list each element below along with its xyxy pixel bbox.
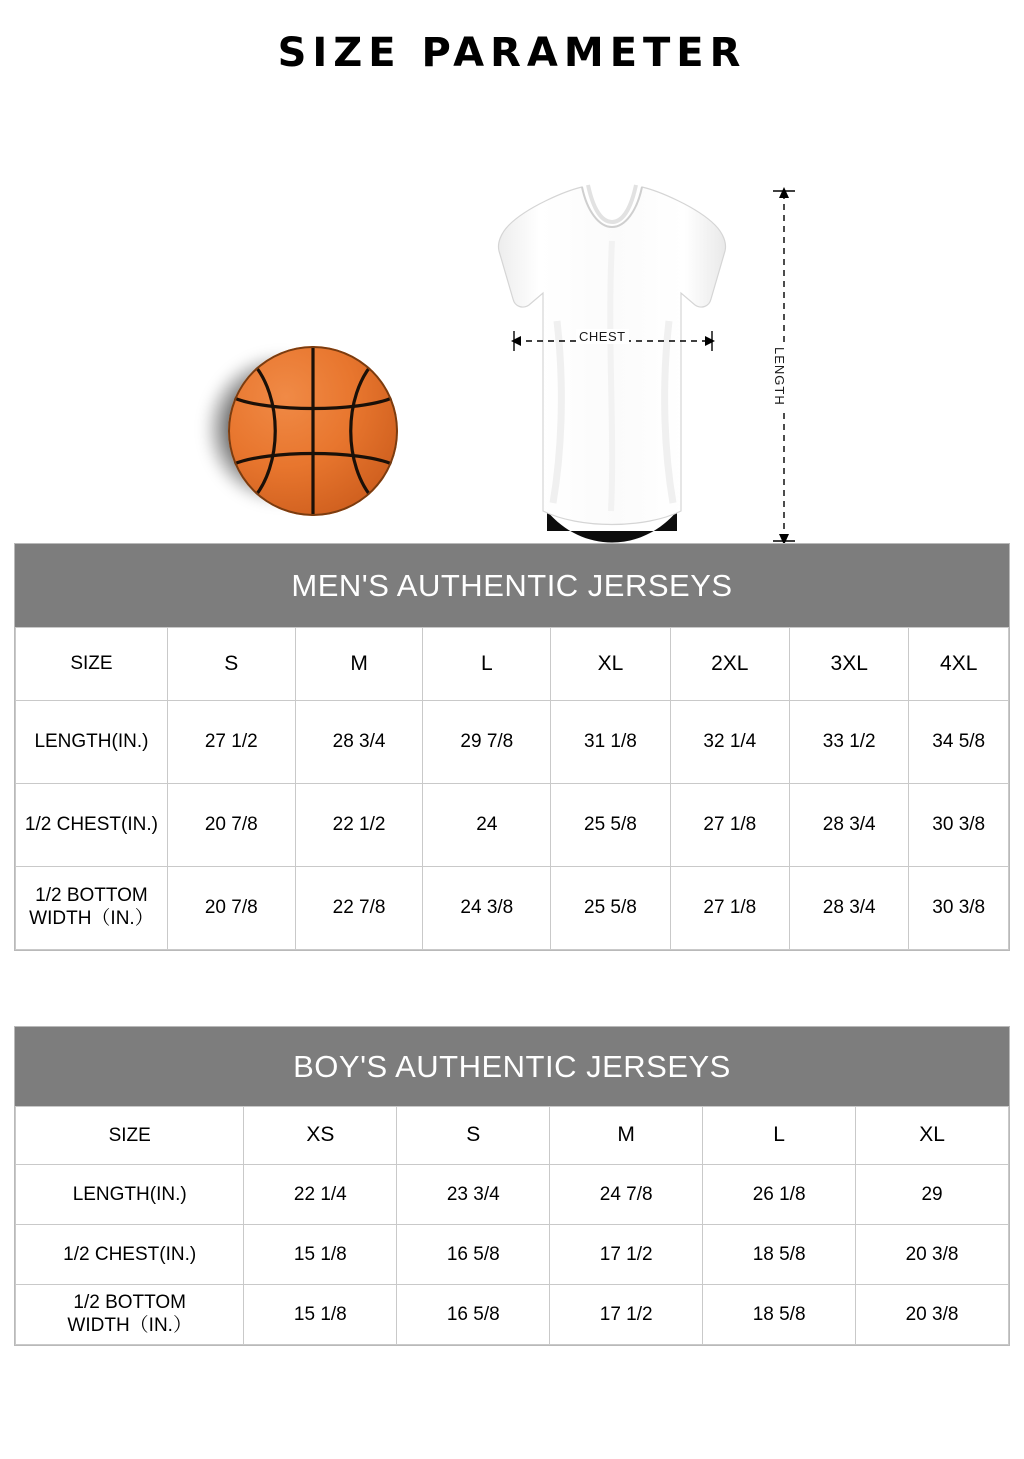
table-cell: 29 7/8 — [423, 701, 551, 784]
table-cell: 18 5/8 — [703, 1285, 856, 1345]
table-cell: 15 1/8 — [244, 1225, 397, 1285]
table-cell: 16 5/8 — [397, 1285, 550, 1345]
mens-size-table-block — [14, 543, 1010, 951]
table-cell: 25 5/8 — [551, 784, 670, 867]
boys-size-table-block — [14, 1026, 1010, 1346]
jersey-illustration — [487, 181, 737, 551]
row-label-line2: WIDTH（IN.） — [29, 908, 154, 929]
table-cell-header-m: M — [550, 1107, 703, 1165]
table-cell: 16 5/8 — [397, 1225, 550, 1285]
table-cell: 17 1/2 — [550, 1285, 703, 1345]
table-cell: 32 1/4 — [670, 701, 789, 784]
table-cell-header-2xl: 2XL — [670, 628, 789, 701]
table-cell: 28 3/4 — [790, 867, 909, 950]
table-cell-header-3xl: 3XL — [790, 628, 909, 701]
row-label-half-chest: 1/2 CHEST(IN.) — [16, 784, 168, 867]
table-cell: 20 3/8 — [856, 1225, 1009, 1285]
mens-table-header: MEN'S AUTHENTIC JERSEYS — [15, 544, 1009, 627]
table-cell: 31 1/8 — [551, 701, 670, 784]
table-cell: 27 1/8 — [670, 784, 789, 867]
table-cell: 34 5/8 — [909, 701, 1009, 784]
hero-illustrations — [0, 76, 1024, 496]
table-row — [16, 1165, 1009, 1225]
table-row — [16, 1285, 1009, 1345]
table-cell-header-size: SIZE — [16, 628, 168, 701]
table-row — [16, 867, 1009, 950]
row-label-line1: 1/2 BOTTOM — [73, 1291, 186, 1313]
table-cell-header-m: M — [295, 628, 423, 701]
table-cell: 27 1/8 — [670, 867, 789, 950]
table-cell: 20 7/8 — [167, 867, 295, 950]
table-cell: 26 1/8 — [703, 1165, 856, 1225]
table-cell-header-s: S — [167, 628, 295, 701]
row-label-length: LENGTH(IN.) — [16, 1165, 244, 1225]
table-cell: 28 3/4 — [295, 701, 423, 784]
table-cell-header-xl: XL — [551, 628, 670, 701]
table-cell: 33 1/2 — [790, 701, 909, 784]
table-cell: 15 1/8 — [244, 1285, 397, 1345]
table-row — [16, 1225, 1009, 1285]
table-row — [16, 784, 1009, 867]
mens-size-table — [15, 627, 1009, 950]
table-row — [16, 701, 1009, 784]
page-title: SIZE PARAMETER — [277, 30, 747, 76]
table-cell: 20 7/8 — [167, 784, 295, 867]
table-cell-header-s: S — [397, 1107, 550, 1165]
basketball-ball — [228, 346, 398, 516]
table-cell-header-4xl: 4XL — [909, 628, 1009, 701]
table-cell: 22 7/8 — [295, 867, 423, 950]
table-cell: 23 3/4 — [397, 1165, 550, 1225]
row-label-length: LENGTH(IN.) — [16, 701, 168, 784]
table-cell: 18 5/8 — [703, 1225, 856, 1285]
table-cell-header-l: L — [423, 628, 551, 701]
table-cell-header-xl: XL — [856, 1107, 1009, 1165]
basketball-seams-icon — [228, 346, 398, 516]
table-cell: 20 3/8 — [856, 1285, 1009, 1345]
table-cell-header-xs: XS — [244, 1107, 397, 1165]
jersey-icon — [487, 181, 737, 551]
table-row — [16, 1107, 1009, 1165]
table-cell: 30 3/8 — [909, 867, 1009, 950]
row-label-half-chest: 1/2 CHEST(IN.) — [16, 1225, 244, 1285]
length-dimension-label: LENGTH — [772, 344, 787, 409]
row-label-line1: 1/2 BOTTOM — [35, 885, 148, 907]
boys-size-table — [15, 1106, 1009, 1345]
row-label-half-bottom-width — [16, 1285, 244, 1345]
table-row — [16, 628, 1009, 701]
table-cell-header-l: L — [703, 1107, 856, 1165]
table-cell: 24 — [423, 784, 551, 867]
table-cell: 24 3/8 — [423, 867, 551, 950]
table-cell: 27 1/2 — [167, 701, 295, 784]
row-label-line2: WIDTH（IN.） — [67, 1314, 192, 1336]
table-cell: 30 3/8 — [909, 784, 1009, 867]
chest-dimension-label: CHEST — [576, 329, 629, 344]
table-cell: 22 1/2 — [295, 784, 423, 867]
basketball-illustration — [205, 324, 415, 534]
table-cell: 24 7/8 — [550, 1165, 703, 1225]
table-cell: 25 5/8 — [551, 867, 670, 950]
table-cell-header-size: SIZE — [16, 1107, 244, 1165]
table-cell: 28 3/4 — [790, 784, 909, 867]
row-label-half-bottom-width — [16, 867, 168, 950]
table-cell: 22 1/4 — [244, 1165, 397, 1225]
boys-table-header: BOY'S AUTHENTIC JERSEYS — [15, 1027, 1009, 1106]
table-cell: 17 1/2 — [550, 1225, 703, 1285]
table-cell: 29 — [856, 1165, 1009, 1225]
